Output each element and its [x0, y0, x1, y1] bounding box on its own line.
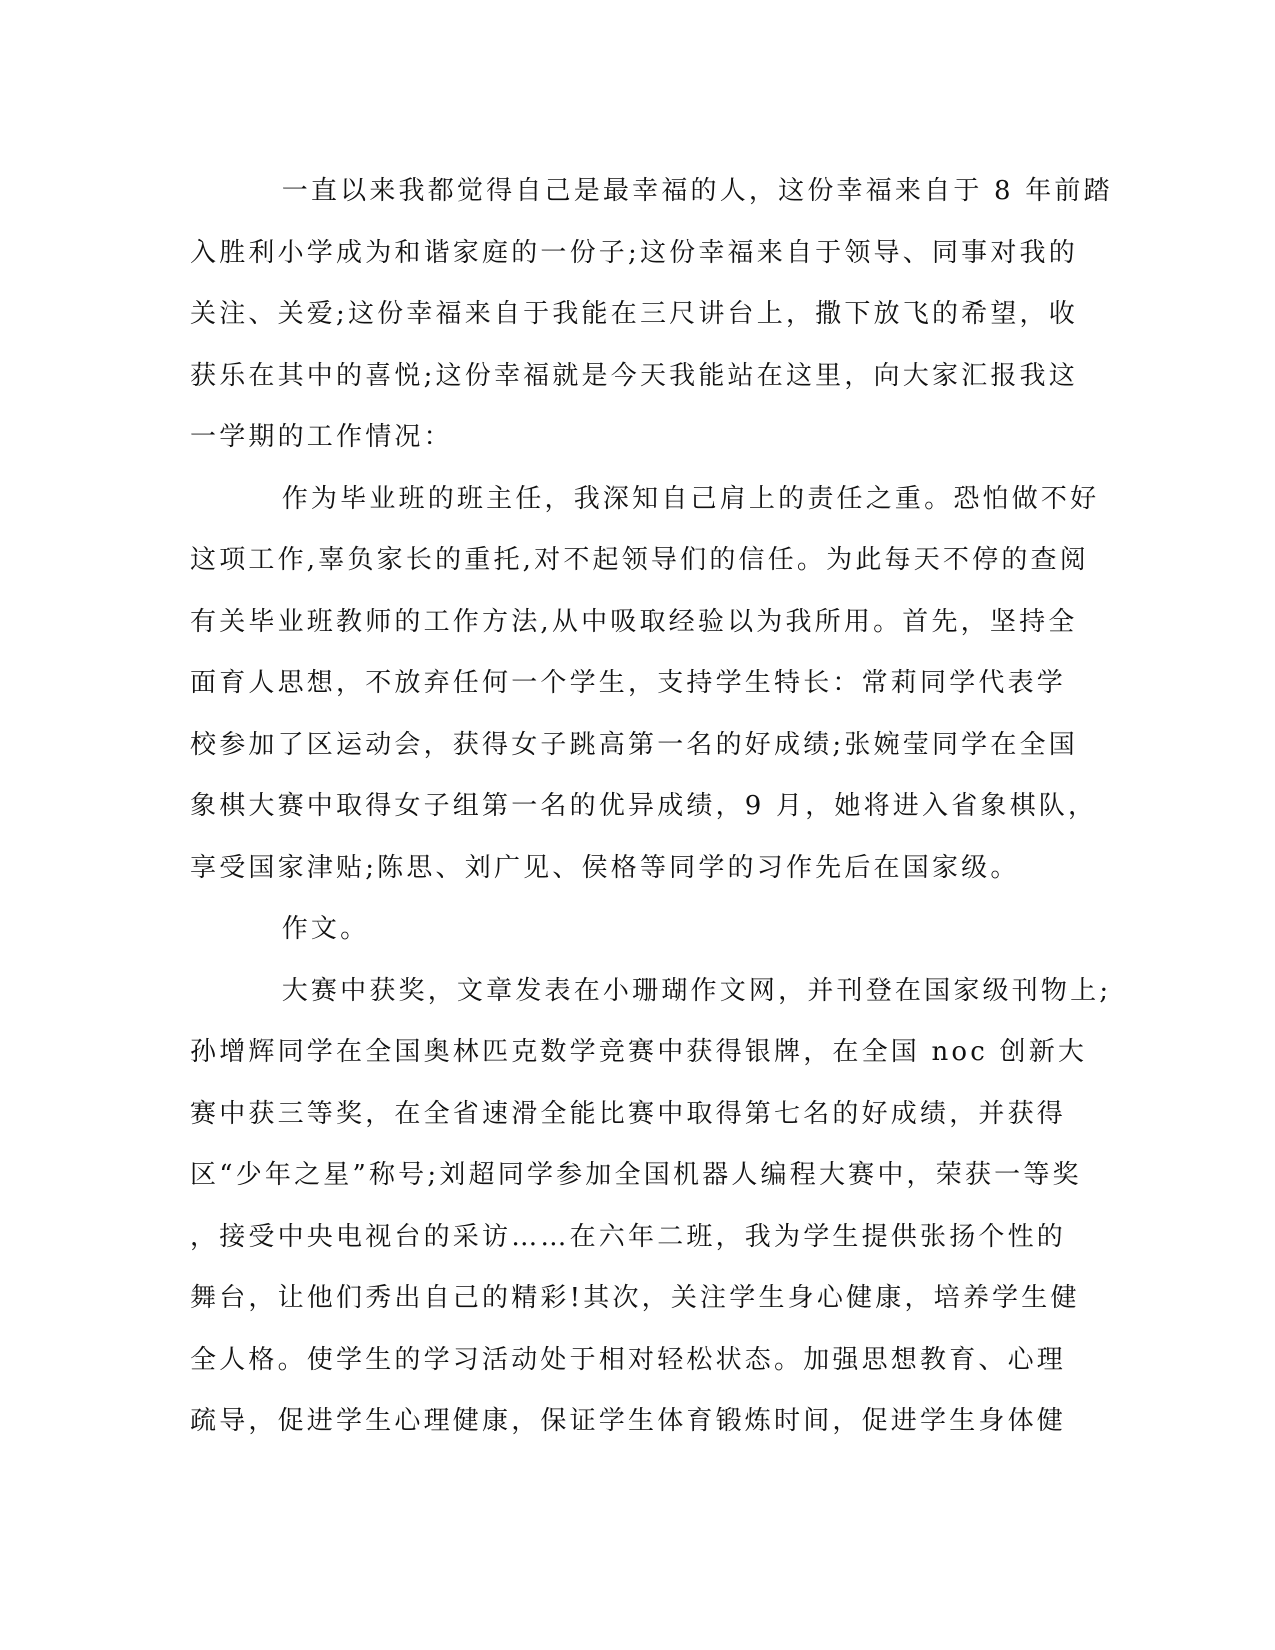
text-line: 有关毕业班教师的工作方法,从中吸取经验以为我所用。首先，坚持全 [190, 606, 1078, 637]
text-line: 入胜利小学成为和谐家庭的一份子;这份幸福来自于领导、同事对我的 [190, 237, 1078, 268]
text-line: 获乐在其中的喜悦;这份幸福就是今天我能站在这里，向大家汇报我这 [190, 360, 1078, 391]
text-line: 校参加了区运动会，获得女子跳高第一名的好成绩;张婉莹同学在全国 [190, 729, 1078, 760]
text-line: 这项工作,辜负家长的重托,对不起领导们的信任。为此每天不停的查阅 [190, 545, 1089, 575]
text-line: 大赛中获奖，文章发表在小珊瑚作文网，并刊登在国家级刊物上; [190, 975, 1112, 1006]
text-line: 面育人思想，不放弃任何一个学生，支持学生特长：常莉同学代表学 [190, 668, 1067, 698]
text-line: 舞台，让他们秀出自己的精彩!其次，关注学生身心健康，培养学生健 [190, 1283, 1080, 1313]
text-line: 赛中获三等奖，在全省速滑全能比赛中取得第七名的好成绩，并获得 [190, 1098, 1067, 1129]
text-line: 一直以来我都觉得自己是最幸福的人，这份幸福来自于 8 年前踏 [190, 176, 1113, 206]
text-line: 区“少年之星”称号;刘超同学参加全国机器人编程大赛中，荣获一等奖 [190, 1160, 1082, 1190]
text-line: 作文。 [190, 914, 370, 944]
body-text [190, 161, 1113, 1453]
text-line: 享受国家津贴;陈思、刘广见、侯格等同学的习作先后在国家级。 [190, 852, 1020, 883]
text-line: 关注、关爱;这份幸福来自于我能在三尺讲台上，撒下放飞的希望，收 [190, 299, 1078, 329]
text-line: ，接受中央电视台的采访……在六年二班，我为学生提供张扬个性的 [190, 1221, 1067, 1252]
text-line: 孙增辉同学在全国奥林匹克数学竞赛中获得银牌，在全国 noc 创新大 [190, 1037, 1088, 1067]
text-line: 全人格。使学生的学习活动处于相对轻松状态。加强思想教育、心理 [190, 1344, 1067, 1375]
text-line: 作为毕业班的班主任，我深知自己肩上的责任之重。恐怕做不好 [190, 483, 1100, 514]
text-line: 象棋大赛中取得女子组第一名的优异成绩，9 月，她将进入省象棋队， [190, 791, 1098, 821]
text-line: 一学期的工作情况： [190, 422, 453, 452]
text-line: 疏导，促进学生心理健康，保证学生体育锻炼时间，促进学生身体健 [190, 1406, 1067, 1436]
